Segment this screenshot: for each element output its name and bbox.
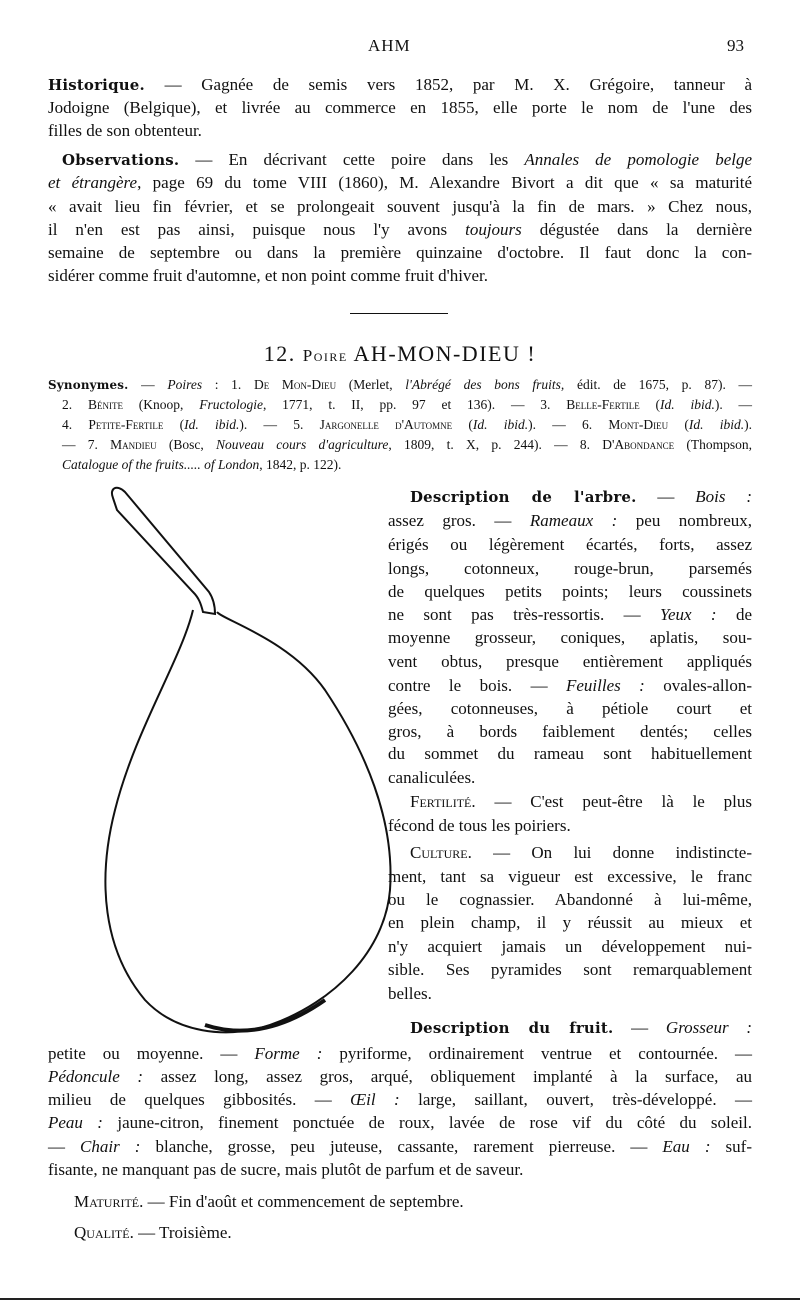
text-run: peu nombreux, xyxy=(617,511,752,530)
text-run: pyriforme, ordinairement ventrue et contournée. — xyxy=(322,1044,753,1063)
text-run: — Gagnée de semis vers 1852, par M. X. Grégoire, tanneur à xyxy=(144,75,752,94)
small-caps-term: Bénite xyxy=(87,397,123,412)
italic-term: Eau : xyxy=(662,1137,711,1156)
text-run: milieu de quelques gibbosités. — xyxy=(48,1090,351,1109)
synonymes-line xyxy=(62,416,752,434)
section-title xyxy=(0,341,800,367)
small-caps-term: Jargonelle d'Automne xyxy=(319,417,453,432)
text-run: Jodoigne (Belgique), et livrée au commerce en 1855, elle porte le nom de l'une des xyxy=(48,98,752,117)
paragraph-heading: Observations. xyxy=(62,151,180,169)
qualite-line xyxy=(74,1223,752,1243)
pear-shading xyxy=(205,1000,325,1031)
description-arbre-line xyxy=(388,768,752,788)
culture-line xyxy=(388,984,752,1004)
text-run: , 1809, t. X, p. 244). — 8. xyxy=(388,437,603,452)
description-arbre-line xyxy=(388,628,752,648)
text-run: jaune-citron, finement ponctuée de roux, lavée de rose vif du côté du soleil. xyxy=(102,1113,752,1132)
description-fruit-line xyxy=(48,1160,752,1180)
culture-line xyxy=(388,960,752,980)
culture-line xyxy=(388,913,752,933)
description-arbre-line xyxy=(388,722,752,742)
text-run: fisante, ne manquant pas de sucre, mais plutôt de parfum et de saveur. xyxy=(48,1160,524,1179)
text-run: — xyxy=(48,1137,81,1156)
description-fruit-line xyxy=(48,1137,752,1157)
culture-line xyxy=(410,843,752,863)
italic-term: Peau : xyxy=(48,1113,103,1132)
text-run: gros, à bords faiblement dentés; celles xyxy=(388,722,752,741)
italic-term: Pédoncule : xyxy=(48,1067,144,1086)
synonymes-line xyxy=(62,436,752,454)
description-arbre-line xyxy=(388,535,752,555)
description-arbre-line xyxy=(388,511,752,531)
text-run: ( xyxy=(163,417,185,432)
small-caps-term: Fertilité. xyxy=(410,792,476,811)
paragraph-heading: Description du fruit. xyxy=(410,1019,614,1037)
text-run: ). — xyxy=(714,397,753,412)
historique-line xyxy=(48,121,752,141)
text-run: édit. de 1675, p. 87). — xyxy=(564,377,752,392)
text-run: il n'en est pas ainsi, puisque nous l'y avons xyxy=(48,220,466,239)
text-run: assez gros. — xyxy=(388,511,530,530)
italic-term: Fructologie xyxy=(199,397,263,412)
small-caps-term: Culture. xyxy=(410,843,472,862)
observations-line xyxy=(48,197,752,217)
italic-term: Rameaux : xyxy=(529,511,618,530)
description-arbre-line xyxy=(388,676,752,696)
synonymes-line xyxy=(62,456,752,474)
observations-line xyxy=(48,243,752,263)
italic-term: Id. ibid. xyxy=(184,417,240,432)
text-run: — xyxy=(613,1018,666,1037)
text-run: ne sont pas très-ressortis. — xyxy=(388,605,661,624)
culture-line xyxy=(388,890,752,910)
small-caps-term: Mandieu xyxy=(110,437,157,452)
text-run: (Bosc, xyxy=(156,437,216,452)
text-run: sidérer comme fruit d'automne, et non point comme fruit d'hiver. xyxy=(48,266,488,285)
text-run: ). — 6. xyxy=(528,417,609,432)
description-arbre-line xyxy=(388,744,752,764)
text-run: « avait lieu fin février, et se prolongeait souvent jusqu'à la fin de mars. » Chez nous, xyxy=(48,197,752,216)
italic-term: Poires xyxy=(167,377,203,392)
text-run: ovales-allon- xyxy=(644,676,753,695)
description-arbre-line xyxy=(388,582,752,602)
italic-term: Œil : xyxy=(350,1090,400,1109)
pear-illustration xyxy=(95,480,395,1040)
observations-line xyxy=(48,220,752,240)
text-run: de quelques petits points; leurs coussinets xyxy=(388,582,752,601)
description-arbre-line xyxy=(388,652,752,672)
description-fruit-line xyxy=(48,1044,752,1064)
small-caps-term: Qualité. xyxy=(74,1223,134,1242)
small-caps-term: Maturité. xyxy=(74,1192,144,1211)
synonymes-line xyxy=(48,376,752,394)
text-run: — On lui donne indistincte- xyxy=(471,843,752,862)
fertilite-line xyxy=(388,816,752,836)
description-fruit-head-line xyxy=(410,1018,752,1038)
text-run: ). xyxy=(744,417,753,432)
italic-term: Bois : xyxy=(695,487,752,506)
text-run: ( xyxy=(452,417,473,432)
text-run: — Troisième. xyxy=(133,1223,232,1242)
text-run: ( xyxy=(639,397,661,412)
page-number: 93 xyxy=(727,36,744,55)
description-arbre-line xyxy=(388,605,752,625)
section-divider xyxy=(350,313,448,314)
text-run: vent obtus, presque entièrement appliqués xyxy=(388,652,752,671)
text-run: belles. xyxy=(388,984,432,1003)
observations-line xyxy=(48,266,752,286)
text-run: suf- xyxy=(710,1137,752,1156)
small-caps-term: De Mon-Dieu xyxy=(253,377,337,392)
italic-term: Annales de pomologie belge xyxy=(524,150,753,169)
running-title: AHM xyxy=(368,36,411,55)
text-run: n'y acquiert jamais un développement nui- xyxy=(388,937,752,956)
observations-line xyxy=(48,173,752,193)
description-arbre-line xyxy=(388,699,752,719)
text-run: — C'est peut-être là le plus xyxy=(475,792,752,811)
text-run: semaine de septembre ou dans la première quinzaine d'octobre. Il faut donc la con- xyxy=(48,243,752,262)
text-run: ment, tant sa vigueur est excessive, le franc xyxy=(388,867,752,886)
italic-term: Grosseur : xyxy=(665,1018,752,1037)
page-edge xyxy=(0,1298,800,1300)
culture-line xyxy=(388,937,752,957)
text-run: sible. Ses pyramides sont remarquablement xyxy=(388,960,752,979)
description-fruit-line xyxy=(48,1067,752,1087)
text-run: érigés ou légèrement écartés, forts, assez xyxy=(388,535,752,554)
fertilite-line xyxy=(410,792,752,812)
text-run: (Thompson, xyxy=(674,437,753,452)
text-run: assez long, assez gros, arqué, obliquement implanté à la surface, au xyxy=(143,1067,753,1086)
italic-term: Feuilles : xyxy=(566,676,645,695)
italic-term: Id. ibid. xyxy=(660,397,715,412)
paragraph-heading: Synonymes. xyxy=(48,378,129,392)
text-run: (Knoop, xyxy=(122,397,200,412)
italic-term: Yeux : xyxy=(660,605,717,624)
text-run: filles de son obtenteur. xyxy=(48,121,202,140)
text-run: : 1. xyxy=(202,377,254,392)
text-run: contre le bois. — xyxy=(388,676,566,695)
small-caps-term: D'Abondance xyxy=(602,437,675,452)
text-run: canaliculées. xyxy=(388,768,476,787)
text-run: ou le cognassier. Abandonné à lui-même, xyxy=(388,890,752,909)
historique-line xyxy=(48,75,752,95)
text-run: longs, cotonneux, rouge-brun, parsemés xyxy=(388,559,752,578)
text-run: gées, cotonneuses, à pétiole court et xyxy=(388,699,752,718)
description-fruit-line xyxy=(48,1113,752,1133)
pear-variety-name: AH-MON-DIEU ! xyxy=(353,341,537,366)
text-run: 2. xyxy=(62,397,88,412)
text-run: , page 69 du tome VIII (1860), M. Alexandre Bivort a dit que « sa maturité xyxy=(137,173,753,192)
italic-term: Nouveau cours d'agriculture xyxy=(216,437,389,452)
historique-line xyxy=(48,98,752,118)
description-arbre-line xyxy=(410,487,752,507)
text-run: — En décrivant cette poire dans les xyxy=(179,150,525,169)
italic-term: Forme : xyxy=(254,1044,323,1063)
small-caps-term: Petite-Fertile xyxy=(88,417,164,432)
text-run: petite ou moyenne. — xyxy=(48,1044,255,1063)
paragraph-heading: Historique. xyxy=(48,76,145,94)
section-number: 12. xyxy=(263,341,296,366)
description-arbre-line xyxy=(388,559,752,579)
italic-term: Id. ibid. xyxy=(472,417,529,432)
text-run: en plein champ, il y réussit au mieux et xyxy=(388,913,752,932)
text-run: moyenne grosseur, coniques, aplatis, sou- xyxy=(388,628,752,647)
section-prefix: Poire xyxy=(302,346,348,365)
small-caps-term: Belle-Fertile xyxy=(566,397,640,412)
maturite-line xyxy=(74,1192,752,1212)
text-run: — xyxy=(636,487,696,506)
text-run: — Fin d'août et commencement de septembre. xyxy=(143,1192,464,1211)
synonymes-line xyxy=(62,396,752,414)
italic-term: et étrangère xyxy=(48,173,138,192)
text-run: — xyxy=(128,377,168,392)
italic-term: Chair : xyxy=(80,1137,141,1156)
text-run: — 7. xyxy=(62,437,111,452)
text-run: de xyxy=(716,605,752,624)
small-caps-term: Mont-Dieu xyxy=(608,417,669,432)
text-run: , 1842, p. 122). xyxy=(259,457,342,472)
text-run: du sommet du rameau sont habituellement xyxy=(388,744,752,763)
text-run: ). — 5. xyxy=(239,417,320,432)
text-run: ( xyxy=(668,417,689,432)
text-run: blanche, grosse, peu juteuse, cassante, rarement pierreuse. — xyxy=(140,1137,663,1156)
italic-term: Id. ibid. xyxy=(688,417,745,432)
italic-term: Catalogue of the fruits..... of London xyxy=(62,457,260,472)
italic-term: toujours xyxy=(465,220,522,239)
culture-line xyxy=(388,867,752,887)
paragraph-heading: Description de l'arbre. xyxy=(410,488,637,506)
text-run: , 1771, t. II, pp. 97 et 136). — 3. xyxy=(262,397,567,412)
text-run: 4. xyxy=(62,417,89,432)
pear-stem xyxy=(112,488,215,614)
description-fruit-line xyxy=(48,1090,752,1110)
text-run: dégustée dans la dernière xyxy=(521,220,753,239)
pear-outline xyxy=(105,610,390,1032)
italic-term: l'Abrégé des bons fruits, xyxy=(405,377,565,392)
text-run: large, saillant, ouvert, très-développé. — xyxy=(399,1090,752,1109)
text-run: fécond de tous les poiriers. xyxy=(388,816,571,835)
text-run: (Merlet, xyxy=(336,377,406,392)
observations-line xyxy=(62,150,752,170)
